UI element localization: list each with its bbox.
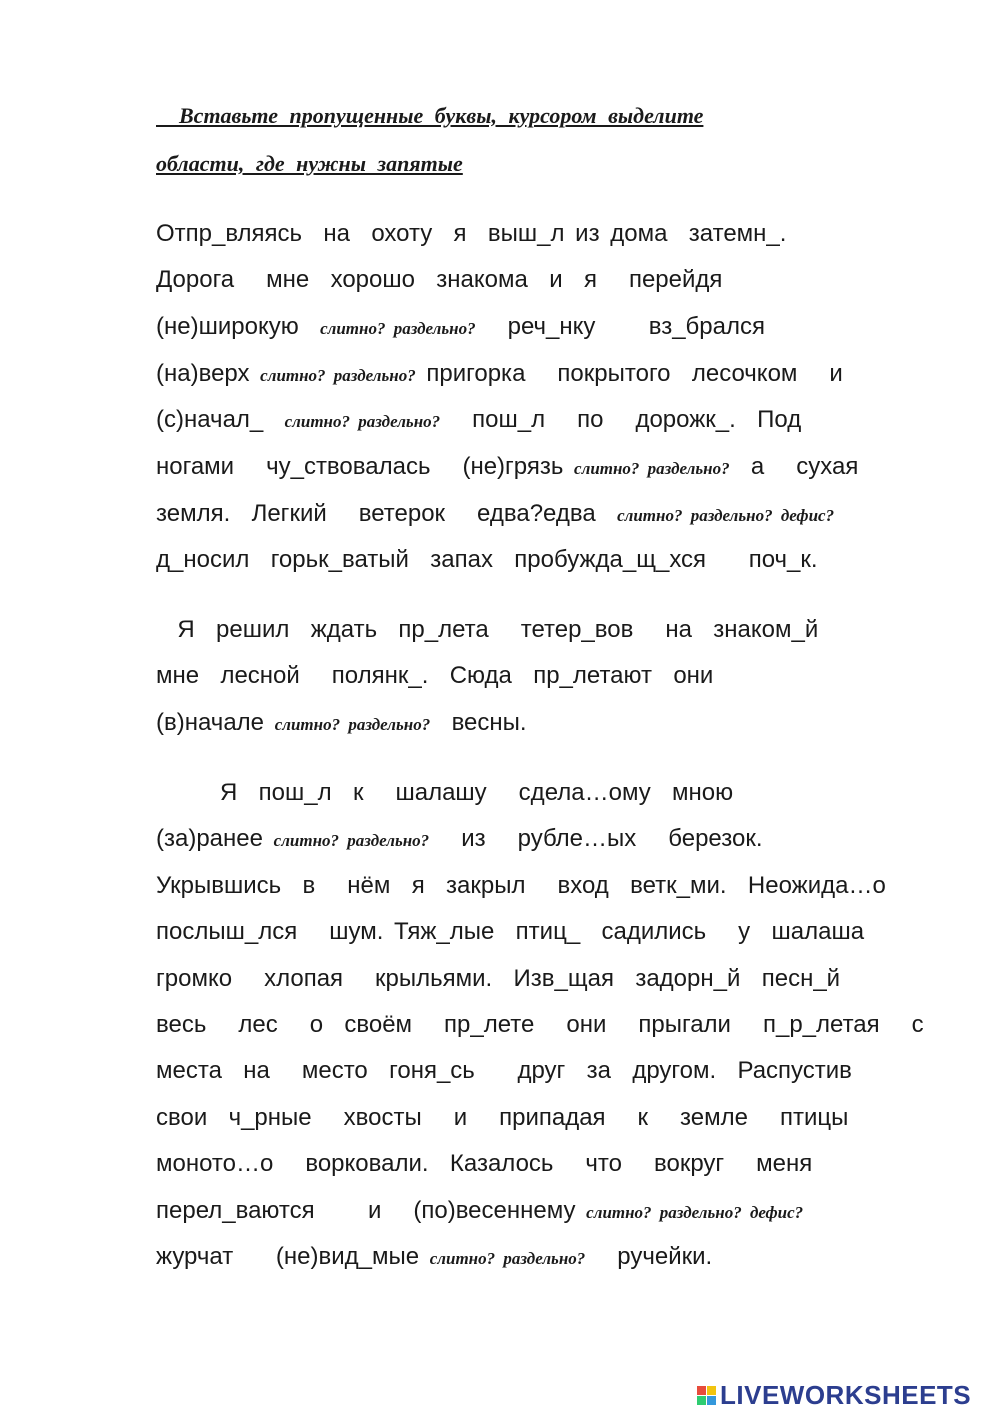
logo-square-green: [697, 1396, 706, 1405]
text-line: журчат (не)вид_мые слитно? раздельно? ручейки.: [156, 1243, 713, 1270]
text-line: д_носил горьк_ватый запах пробужда_щ_хся поч_к.: [156, 546, 818, 573]
spelling-hint[interactable]: слитно? раздельно? дефис?: [617, 506, 835, 525]
text-line: ногами чу_ствовалась (не)грязь слитно? раздельно? а сухая: [156, 453, 859, 480]
text-line: послыш_лся шум. Тяж_лые птиц_ садились у шалаша: [156, 918, 865, 945]
text-line: громко хлопая крыльями. Изв_щая задорн_й песн_й: [156, 965, 841, 992]
text-line: Я пош_л к шалашу сдела…ому мною: [220, 779, 734, 806]
text-line: (в)начале слитно? раздельно? весны.: [156, 709, 527, 736]
text-line: Отпр_вляясь на охоту я выш_л из дома затемн_.: [156, 220, 787, 247]
text-line: (не)широкую слитно? раздельно? реч_нку вз_брался: [156, 313, 765, 340]
text-line: моното…о ворковали. Казалось что вокруг меня: [156, 1150, 813, 1177]
title-line-2: области, где нужны запятые: [156, 151, 463, 176]
spelling-hint[interactable]: слитно? раздельно?: [260, 366, 416, 385]
text-line: (с)начал_ слитно? раздельно? пош_л по дорожк_. Под: [156, 406, 802, 433]
liveworksheets-logo[interactable]: [697, 1378, 971, 1412]
spelling-hint[interactable]: слитно? раздельно?: [429, 1249, 586, 1268]
text-line: Дорога мне хорошо знакома и я перейдя: [156, 266, 723, 293]
text-line: Я решил ждать пр_лета тетер_вов на знаком_й: [177, 616, 819, 643]
text-line: мне лесной полянк_. Сюда пр_летают они: [156, 662, 714, 689]
text-line: места на место гоня_сь друг за другом. Распустив: [156, 1057, 852, 1084]
spelling-hint[interactable]: слитно? раздельно? дефис?: [586, 1203, 804, 1222]
spelling-hint[interactable]: слитно? раздельно?: [574, 459, 730, 478]
text-line: свои ч_рные хвосты и припадая к земле птицы: [156, 1104, 849, 1131]
spelling-hint[interactable]: слитно? раздельно?: [273, 831, 430, 850]
logo-square-blue: [707, 1396, 716, 1405]
task-title: [156, 92, 856, 188]
text-line: Укрывшись в нём я закрыл вход ветк_ми. Неожида…о: [156, 872, 886, 899]
text-line: (за)ранее слитно? раздельно? из рубле…ых березок.: [156, 825, 763, 852]
text-line: (на)верх слитно? раздельно? пригорка покрытого лесочком и: [156, 360, 843, 387]
logo-square-red: [697, 1386, 706, 1395]
spelling-hint[interactable]: слитно? раздельно?: [284, 412, 441, 431]
title-line-1: Вставьте пропущенные буквы, курсором выделите: [179, 103, 704, 128]
logo-text: LIVEWORKSHEETS: [720, 1379, 972, 1410]
text-line: перел_ваются и (по)весеннему слитно? раздельно? дефис?: [156, 1197, 804, 1224]
logo-square-yellow: [707, 1386, 716, 1395]
text-line: весь лес о своём пр_лете они прыгали п_р_летая с: [156, 1011, 924, 1038]
logo-mark-icon: [697, 1386, 716, 1405]
spelling-hint[interactable]: слитно? раздельно?: [274, 715, 431, 734]
text-line: земля. Легкий ветерок едва?едва слитно? раздельно? дефис?: [156, 500, 835, 527]
spelling-hint[interactable]: слитно? раздельно?: [320, 319, 476, 338]
